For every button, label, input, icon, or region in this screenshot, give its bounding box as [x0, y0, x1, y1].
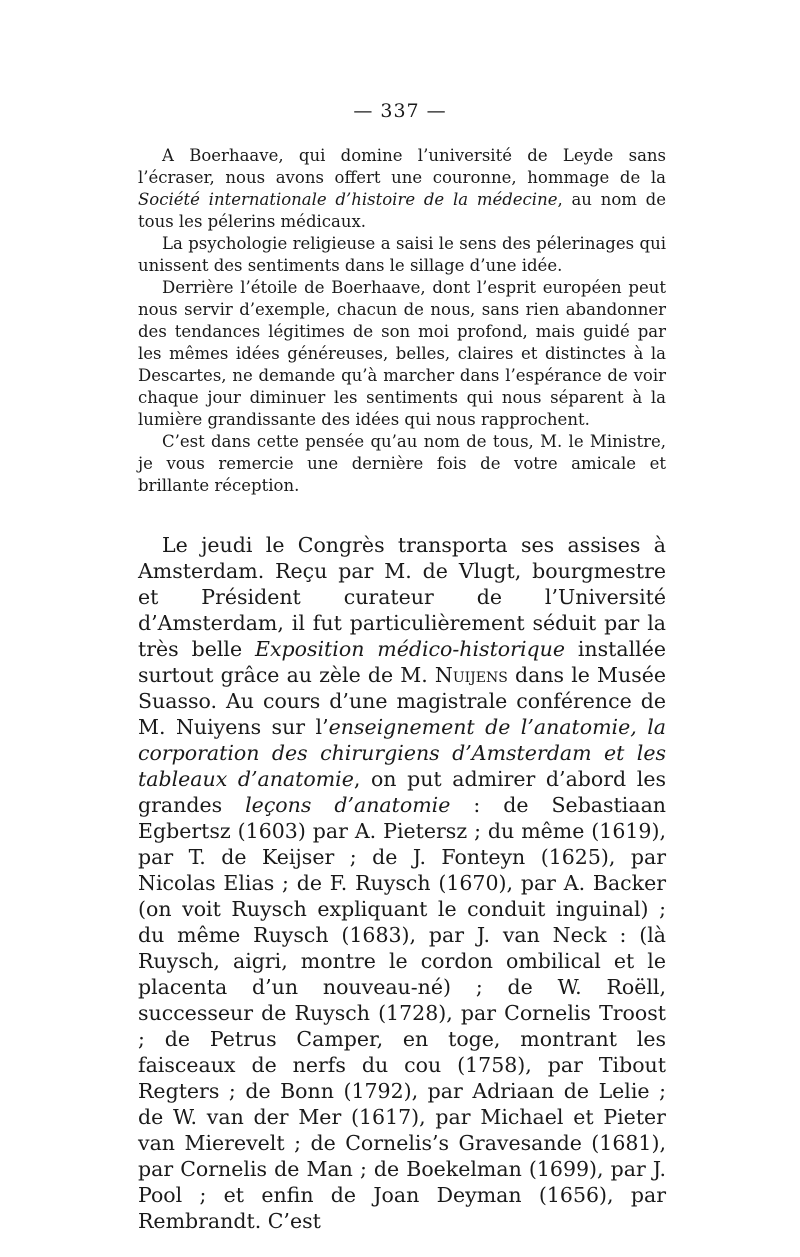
paragraph-amsterdam: Le jeudi le Congrès transporta ses assises à Amsterdam. Reçu par M. de Vlugt, bourgmestre et Président curateur de l’Université d’Amsterdam, il fut particulièrement séduit par la très belle Exposition médico-historique installée surtout grâce au zèle de M. Nuijens dans le Musée Suasso. Au cours d’une magistrale conférence de M. Nuiyens sur l’enseignement de l’anatomie, la corporation des chirurgiens d’Amsterdam et les tableaux d’anatomie, on put admirer d’abord les grandes leçons d’anatomie : de Sebastiaan Egbertsz (1603) par A. Pietersz ; du même (1619), par T. de Keijser ; de J. Fonteyn (1625), par Nicolas Elias ; de F. Ruysch (1670), par A. Backer (on voit Ruysch expliquant le conduit inguinal) ; du même Ruysch (1683), par J. van Neck : (là Ruysch, aigri, montre le cordon ombilical et le placenta d’un nouveau-né) ; de W. Roëll, successeur de Ruysch (1728), par Cornelis Troost ; de Petrus Camper, en toge, montrant les faisceaux de nerfs du cou (1758), par Tibout Regters ; de Bonn (1792), par Adriaan de Lelie ; de W. van der Mer (1617), par Michael et Pieter van Mierevelt ; de Cornelis’s Gravesande (1681), par Cornelis de Man ; de Boekelman (1699), par J. Pool ; et enfin de Joan Deyman (1656), par Rembrandt. C’est	[138, 533, 666, 1233]
congress-amsterdam-report	[138, 532, 666, 1234]
speech-conclusion	[138, 145, 666, 497]
small-caps-name: Nuijens	[434, 663, 508, 687]
paragraph-boerhaave-crown: A Boerhaave, qui domine l’université de Leyde sans l’écraser, nous avons offert une couronne, hommage de la Société internationale d’histoire de la médecine, au nom de tous les pélerins médicaux.	[138, 146, 666, 231]
paragraph-boerhaave-star: Derrière l’étoile de Boerhaave, dont l’esprit européen peut nous servir d’exemple, chacun de nous, sans rien abandonner des tendances légitimes de son moi profond, mais guidé par les mêmes idées généreuses, belles, claires et distinctes à la Descartes, ne demande qu’à marcher dans l’espérance de voir chaque jour diminuer les sentiments qui nous séparent à la lumière grandissante des idées qui nous rapprochent.	[138, 278, 666, 429]
page-number: — 337 —	[353, 100, 447, 122]
italic-text: Société internationale d’histoire de la médecine	[138, 190, 558, 209]
italic-text: leçons d’anatomie	[245, 793, 451, 817]
paragraph-thanks: C’est dans cette pensée qu’au nom de tous, M. le Ministre, je vous remercie une dernière fois de votre amicale et brillante réception.	[138, 432, 666, 495]
italic-text: enseignement de l’anatomie, la corporation des chirurgiens d’Amsterdam et les tableaux d’anatomie	[138, 715, 666, 791]
italic-text: Exposition médico-historique	[254, 637, 565, 661]
paragraph-pilgrimage-psychology: La psychologie religieuse a saisi le sens des pélerinages qui unissent des sentiments dans le sillage d’une idée.	[138, 234, 666, 275]
